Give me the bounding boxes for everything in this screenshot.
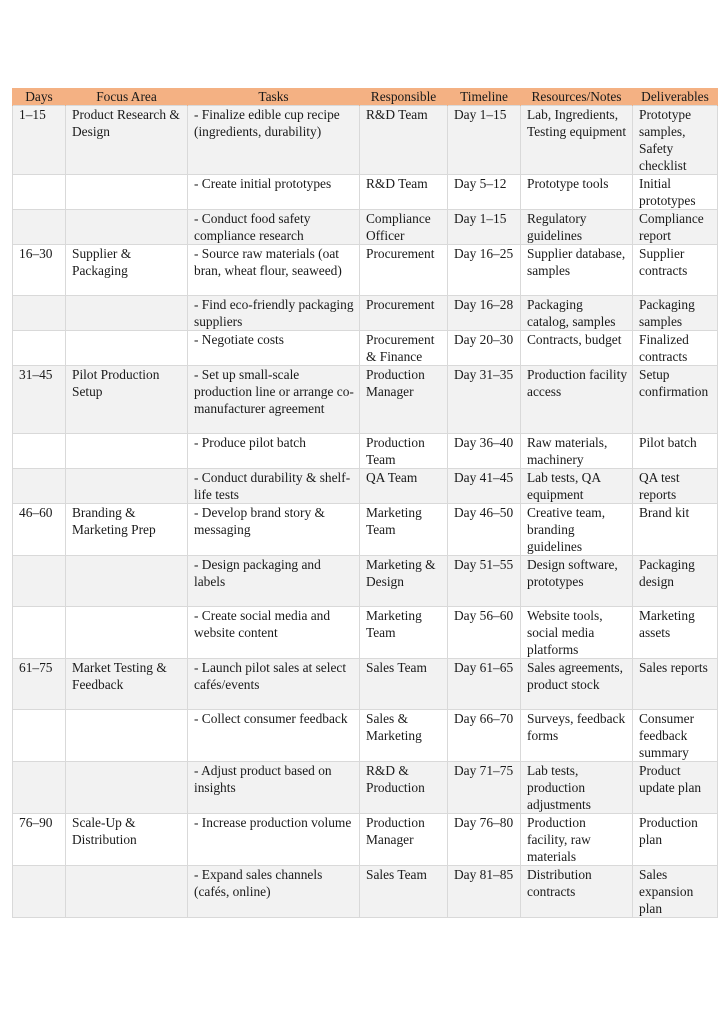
cell-timeline: Day 16–25 [448, 245, 521, 296]
cell-days: 46–60 [13, 504, 66, 556]
cell-responsible: R&D & Production [360, 762, 448, 814]
cell-responsible: Production Team [360, 434, 448, 469]
cell-task: - Source raw materials (oat bran, wheat flour, seaweed) [188, 245, 360, 296]
cell-responsible: Sales Team [360, 659, 448, 710]
cell-task: - Launch pilot sales at select cafés/events [188, 659, 360, 710]
cell-deliverables: Prototype samples, Safety checklist [633, 106, 718, 175]
cell-responsible: R&D Team [360, 175, 448, 210]
cell-days: 76–90 [13, 814, 66, 866]
cell-resources: Website tools, social media platforms [521, 607, 633, 659]
cell-task: - Increase production volume [188, 814, 360, 866]
cell-resources: Lab tests, QA equipment [521, 469, 633, 504]
table-row [13, 106, 718, 175]
table-row [13, 607, 718, 659]
cell-timeline: Day 81–85 [448, 866, 521, 918]
cell-deliverables: Supplier contracts [633, 245, 718, 296]
header-resources-notes: Resources/Notes [521, 88, 633, 106]
cell-task: - Collect consumer feedback [188, 710, 360, 762]
cell-focus-area [66, 556, 188, 607]
cell-days [13, 296, 66, 331]
cell-resources: Distribution contracts [521, 866, 633, 918]
cell-responsible: Marketing Team [360, 504, 448, 556]
cell-resources: Raw materials, machinery [521, 434, 633, 469]
cell-timeline: Day 36–40 [448, 434, 521, 469]
cell-resources: Production facility access [521, 366, 633, 434]
cell-focus-area: Market Testing & Feedback [66, 659, 188, 710]
cell-task: - Create social media and website content [188, 607, 360, 659]
header-focus-area: Focus Area [66, 88, 188, 106]
cell-focus-area [66, 331, 188, 366]
cell-task: - Finalize edible cup recipe (ingredients, durability) [188, 106, 360, 175]
cell-task: - Conduct food safety compliance research [188, 210, 360, 245]
cell-task: - Adjust product based on insights [188, 762, 360, 814]
cell-responsible: Compliance Officer [360, 210, 448, 245]
cell-focus-area: Scale-Up & Distribution [66, 814, 188, 866]
table-row [13, 331, 718, 366]
cell-resources: Supplier database, samples [521, 245, 633, 296]
cell-days [13, 331, 66, 366]
cell-timeline: Day 1–15 [448, 210, 521, 245]
cell-task: - Negotiate costs [188, 331, 360, 366]
header-responsible: Responsible [360, 88, 448, 106]
cell-deliverables: Sales reports [633, 659, 718, 710]
cell-resources: Lab, Ingredients, Testing equipment [521, 106, 633, 175]
project-plan-table [12, 88, 718, 918]
cell-days [13, 175, 66, 210]
cell-days [13, 607, 66, 659]
cell-deliverables: Marketing assets [633, 607, 718, 659]
cell-days [13, 762, 66, 814]
cell-resources: Production facility, raw materials [521, 814, 633, 866]
table-row [13, 504, 718, 556]
table-row [13, 762, 718, 814]
cell-days [13, 210, 66, 245]
cell-days: 1–15 [13, 106, 66, 175]
cell-days [13, 866, 66, 918]
cell-timeline: Day 76–80 [448, 814, 521, 866]
cell-responsible: Sales Team [360, 866, 448, 918]
cell-focus-area: Product Research & Design [66, 106, 188, 175]
cell-timeline: Day 5–12 [448, 175, 521, 210]
cell-deliverables: Production plan [633, 814, 718, 866]
table-row [13, 175, 718, 210]
table-row [13, 469, 718, 504]
cell-focus-area [66, 710, 188, 762]
cell-task: - Conduct durability & shelf-life tests [188, 469, 360, 504]
cell-responsible: Procurement & Finance [360, 331, 448, 366]
cell-timeline: Day 41–45 [448, 469, 521, 504]
cell-resources: Creative team, branding guidelines [521, 504, 633, 556]
cell-responsible: QA Team [360, 469, 448, 504]
table-row [13, 814, 718, 866]
cell-deliverables: Product update plan [633, 762, 718, 814]
cell-responsible: Marketing & Design [360, 556, 448, 607]
cell-focus-area: Pilot Production Setup [66, 366, 188, 434]
cell-timeline: Day 31–35 [448, 366, 521, 434]
cell-task: - Find eco-friendly packaging suppliers [188, 296, 360, 331]
table-header-row [13, 88, 718, 106]
cell-task: - Set up small-scale production line or arrange co-manufacturer agreement [188, 366, 360, 434]
cell-days: 31–45 [13, 366, 66, 434]
header-days: Days [13, 88, 66, 106]
cell-responsible: Marketing Team [360, 607, 448, 659]
cell-focus-area: Branding & Marketing Prep [66, 504, 188, 556]
cell-days [13, 710, 66, 762]
cell-resources: Lab tests, production adjustments [521, 762, 633, 814]
cell-resources: Design software, prototypes [521, 556, 633, 607]
table-row [13, 659, 718, 710]
cell-task: - Design packaging and labels [188, 556, 360, 607]
cell-focus-area [66, 762, 188, 814]
cell-resources: Regulatory guidelines [521, 210, 633, 245]
cell-resources: Prototype tools [521, 175, 633, 210]
table-row [13, 434, 718, 469]
header-timeline: Timeline [448, 88, 521, 106]
table-row [13, 710, 718, 762]
cell-resources: Contracts, budget [521, 331, 633, 366]
header-deliverables: Deliverables [633, 88, 718, 106]
cell-focus-area: Supplier & Packaging [66, 245, 188, 296]
cell-responsible: R&D Team [360, 106, 448, 175]
table-row [13, 866, 718, 918]
cell-focus-area [66, 175, 188, 210]
cell-deliverables: Initial prototypes [633, 175, 718, 210]
cell-days [13, 434, 66, 469]
cell-task: - Produce pilot batch [188, 434, 360, 469]
cell-deliverables: Pilot batch [633, 434, 718, 469]
cell-deliverables: Packaging design [633, 556, 718, 607]
cell-responsible: Procurement [360, 245, 448, 296]
table-row [13, 366, 718, 434]
cell-resources: Packaging catalog, samples [521, 296, 633, 331]
cell-deliverables: QA test reports [633, 469, 718, 504]
cell-deliverables: Consumer feedback summary [633, 710, 718, 762]
table-row [13, 210, 718, 245]
cell-deliverables: Compliance report [633, 210, 718, 245]
cell-timeline: Day 20–30 [448, 331, 521, 366]
cell-responsible: Production Manager [360, 366, 448, 434]
header-tasks: Tasks [188, 88, 360, 106]
cell-deliverables: Finalized contracts [633, 331, 718, 366]
cell-deliverables: Packaging samples [633, 296, 718, 331]
cell-task: - Develop brand story & messaging [188, 504, 360, 556]
cell-responsible: Sales & Marketing [360, 710, 448, 762]
cell-deliverables: Brand kit [633, 504, 718, 556]
cell-task: - Create initial prototypes [188, 175, 360, 210]
table-row [13, 245, 718, 296]
cell-focus-area [66, 296, 188, 331]
cell-timeline: Day 71–75 [448, 762, 521, 814]
cell-responsible: Procurement [360, 296, 448, 331]
cell-deliverables: Sales expansion plan [633, 866, 718, 918]
cell-focus-area [66, 866, 188, 918]
cell-timeline: Day 56–60 [448, 607, 521, 659]
cell-deliverables: Setup confirmation [633, 366, 718, 434]
cell-days [13, 469, 66, 504]
cell-timeline: Day 1–15 [448, 106, 521, 175]
cell-resources: Sales agreements, product stock [521, 659, 633, 710]
cell-task: - Expand sales channels (cafés, online) [188, 866, 360, 918]
cell-timeline: Day 61–65 [448, 659, 521, 710]
cell-focus-area [66, 607, 188, 659]
cell-timeline: Day 66–70 [448, 710, 521, 762]
cell-timeline: Day 46–50 [448, 504, 521, 556]
cell-resources: Surveys, feedback forms [521, 710, 633, 762]
cell-focus-area [66, 434, 188, 469]
cell-timeline: Day 51–55 [448, 556, 521, 607]
cell-days: 16–30 [13, 245, 66, 296]
cell-responsible: Production Manager [360, 814, 448, 866]
table-row [13, 556, 718, 607]
cell-days [13, 556, 66, 607]
cell-focus-area [66, 469, 188, 504]
cell-days: 61–75 [13, 659, 66, 710]
table-row [13, 296, 718, 331]
cell-focus-area [66, 210, 188, 245]
cell-timeline: Day 16–28 [448, 296, 521, 331]
